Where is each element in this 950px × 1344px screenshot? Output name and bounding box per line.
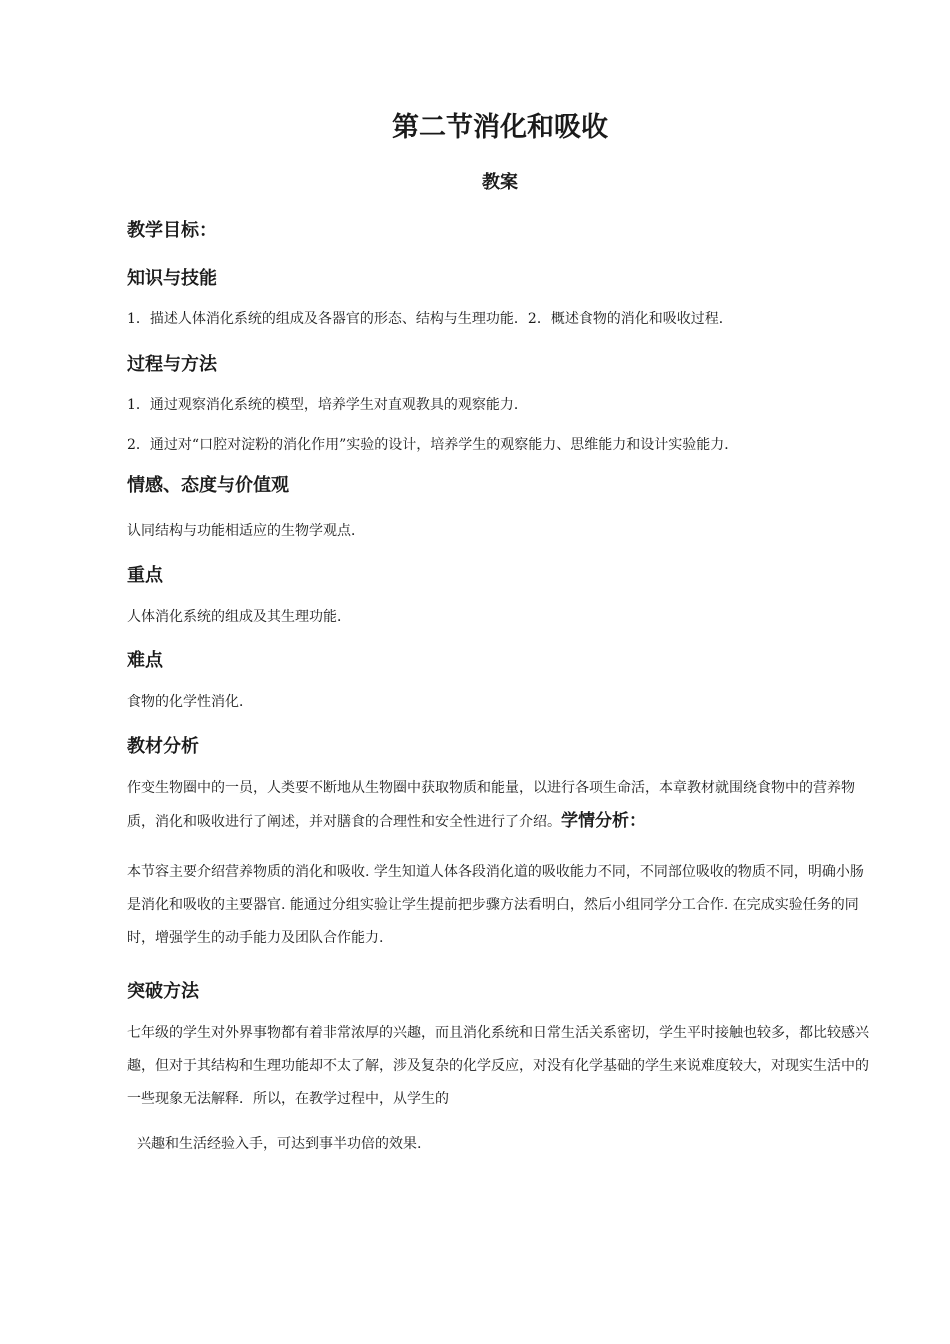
emotion-text: 认同结构与功能相适应的生物学观点． [127,523,365,539]
knowledge-text: 1．描述人体消化系统的组成及各器官的形态、结构与生理功能．2．概述食物的消化和吸收过程． [127,311,733,327]
page-subtitle: 教案 [482,172,518,193]
heading-difficulty: 难点 [127,650,163,671]
heading-emotion: 情感、态度与价值观 [127,475,289,496]
page-title: 第二节消化和吸收 [392,112,608,143]
textbook-analysis-paragraph [127,772,873,839]
textbook-analysis-text: 作变生物圈中的一员，人类要不断地从生物圈中获取物质和能量，以进行各项生命活，本章教材就围绕食物中的营养物质，消化和吸收进行了阐述，并对膳食的合理性和安全性进行了介绍。 [127,780,855,830]
heading-key-point: 重点 [127,565,163,586]
method-text-continued: 兴趣和生活经验入手，可达到事半功倍的效果. [137,1136,422,1152]
heading-teaching-goals: 教学目标： [127,220,217,241]
key-point-text: 人体消化系统的组成及其生理功能． [127,609,351,625]
heading-process: 过程与方法 [127,354,217,375]
process-item-2: 2．通过对“口腔对淀粉的消化作用”实验的设计，培养学生的观察能力、思维能力和设计实验能力． [127,437,739,453]
difficulty-text: 食物的化学性消化． [127,694,253,710]
heading-knowledge: 知识与技能 [127,268,217,289]
heading-method: 突破方法 [127,981,199,1002]
process-item-1: 1．通过观察消化系统的模型，培养学生对直观教具的观察能力． [127,397,528,413]
heading-student-analysis: 学情分析： [561,811,646,831]
heading-textbook-analysis: 教材分析 [127,736,199,757]
student-analysis-text: 本节容主要介绍营养物质的消化和吸收. 学生知道人体各段消化道的吸收能力不同，不同部位吸收的物质不同，明确小肠是消化和吸收的主要器官. 能通过分组实验让学生提前把步骤方法看明白，然后小组同学分工合作. 在完成实验任务的同时，增强学生的动手能力及团队合作能力. [127,864,864,946]
method-text: 七年级的学生对外界事物都有着非常浓厚的兴趣，而且消化系统和日常生活关系密切，学生平时接触也较多，都比较感兴趣，但对于其结构和生理功能却不太了解，涉及复杂的化学反应，对没有化学基础的学生来说难度较大，对现实生活中的一些现象无法解释．所以，在教学过程中，从学生的 [127,1025,869,1107]
